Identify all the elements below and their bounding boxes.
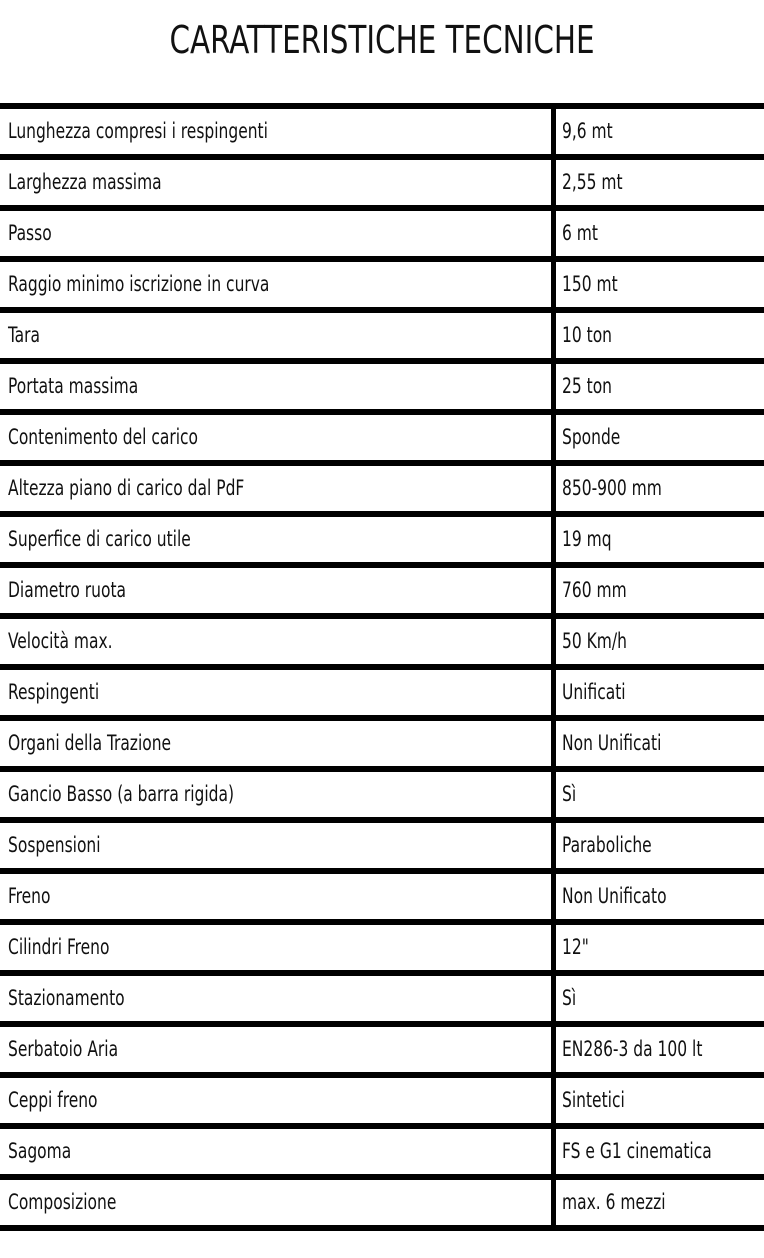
table-row bbox=[0, 412, 764, 463]
spec-label-cell bbox=[0, 157, 553, 208]
spec-label: Organi della Trazione bbox=[8, 731, 172, 755]
spec-label-cell bbox=[0, 463, 553, 514]
table-row bbox=[0, 1126, 764, 1177]
table-row bbox=[0, 1177, 764, 1228]
spec-label: Altezza piano di carico dal PdF bbox=[8, 476, 245, 500]
spec-value: Paraboliche bbox=[561, 833, 652, 857]
spec-label: Passo bbox=[8, 221, 52, 245]
spec-value-cell bbox=[553, 718, 764, 769]
spec-label: Serbatoio Aria bbox=[8, 1037, 119, 1061]
spec-label-cell bbox=[0, 922, 553, 973]
table-row bbox=[0, 208, 764, 259]
spec-value: Sì bbox=[561, 782, 576, 806]
specifications-table-body bbox=[0, 106, 764, 1228]
spec-label: Velocità max. bbox=[8, 629, 113, 653]
spec-value-cell bbox=[553, 1075, 764, 1126]
table-row bbox=[0, 820, 764, 871]
spec-label-cell bbox=[0, 1126, 553, 1177]
spec-value: Sintetici bbox=[561, 1088, 625, 1112]
table-row bbox=[0, 1024, 764, 1075]
spec-label-cell bbox=[0, 208, 553, 259]
spec-value: max. 6 mezzi bbox=[561, 1190, 666, 1214]
spec-value-cell bbox=[553, 463, 764, 514]
spec-label: Respingenti bbox=[8, 680, 100, 704]
spec-value: 10 ton bbox=[561, 323, 612, 347]
spec-value: 12" bbox=[561, 935, 589, 959]
spec-label: Stazionamento bbox=[8, 986, 125, 1010]
spec-label: Raggio minimo iscrizione in curva bbox=[8, 272, 270, 296]
table-row bbox=[0, 157, 764, 208]
table-row bbox=[0, 922, 764, 973]
table-row bbox=[0, 310, 764, 361]
specifications-table bbox=[0, 103, 764, 1231]
spec-label: Portata massima bbox=[8, 374, 139, 398]
page-title: CARATTERISTICHE TECNICHE bbox=[169, 18, 595, 62]
table-row bbox=[0, 769, 764, 820]
spec-label: Larghezza massima bbox=[8, 170, 162, 194]
spec-label-cell bbox=[0, 667, 553, 718]
table-row bbox=[0, 616, 764, 667]
spec-value-cell bbox=[553, 1177, 764, 1228]
table-row bbox=[0, 106, 764, 157]
spec-value-cell bbox=[553, 769, 764, 820]
spec-label-cell bbox=[0, 412, 553, 463]
table-row bbox=[0, 871, 764, 922]
spec-label-cell bbox=[0, 820, 553, 871]
spec-label-cell bbox=[0, 1177, 553, 1228]
table-row bbox=[0, 361, 764, 412]
spec-label: Gancio Basso (a barra rigida) bbox=[8, 782, 235, 806]
spec-value: 25 ton bbox=[561, 374, 612, 398]
spec-label: Ceppi freno bbox=[8, 1088, 98, 1112]
spec-value-cell bbox=[553, 514, 764, 565]
spec-label: Cilindri Freno bbox=[8, 935, 110, 959]
spec-label: Freno bbox=[8, 884, 51, 908]
spec-label-cell bbox=[0, 565, 553, 616]
spec-label: Sospensioni bbox=[8, 833, 101, 857]
spec-label-cell bbox=[0, 514, 553, 565]
spec-value: 760 mm bbox=[561, 578, 627, 602]
table-row bbox=[0, 259, 764, 310]
spec-value-cell bbox=[553, 259, 764, 310]
spec-label-cell bbox=[0, 769, 553, 820]
spec-value: 2,55 mt bbox=[561, 170, 623, 194]
spec-value: 50 Km/h bbox=[561, 629, 627, 653]
spec-label: Tara bbox=[8, 323, 40, 347]
spec-label-cell bbox=[0, 1024, 553, 1075]
table-row bbox=[0, 718, 764, 769]
spec-label-cell bbox=[0, 1075, 553, 1126]
spec-label: Contenimento del carico bbox=[8, 425, 199, 449]
spec-value: 150 mt bbox=[561, 272, 618, 296]
spec-value: EN286-3 da 100 lt bbox=[561, 1037, 702, 1061]
spec-label: Superfice di carico utile bbox=[8, 527, 191, 551]
spec-value: Unificati bbox=[561, 680, 626, 704]
spec-value: FS e G1 cinematica bbox=[561, 1139, 712, 1163]
spec-value-cell bbox=[553, 208, 764, 259]
spec-value: Sì bbox=[561, 986, 576, 1010]
spec-value: 19 mq bbox=[561, 527, 612, 551]
table-row bbox=[0, 565, 764, 616]
spec-value-cell bbox=[553, 1024, 764, 1075]
spec-value-cell bbox=[553, 1126, 764, 1177]
spec-value-cell bbox=[553, 973, 764, 1024]
spec-value-cell bbox=[553, 667, 764, 718]
spec-label: Lunghezza compresi i respingenti bbox=[8, 119, 268, 143]
spec-value: 9,6 mt bbox=[561, 119, 613, 143]
table-row bbox=[0, 667, 764, 718]
spec-label-cell bbox=[0, 973, 553, 1024]
spec-value: Non Unificato bbox=[561, 884, 667, 908]
table-row bbox=[0, 514, 764, 565]
spec-value-cell bbox=[553, 922, 764, 973]
spec-value-cell bbox=[553, 361, 764, 412]
table-row bbox=[0, 973, 764, 1024]
spec-label-cell bbox=[0, 616, 553, 667]
spec-label-cell bbox=[0, 361, 553, 412]
spec-value: 850-900 mm bbox=[561, 476, 662, 500]
table-row bbox=[0, 463, 764, 514]
spec-label-cell bbox=[0, 106, 553, 157]
spec-value: Sponde bbox=[561, 425, 620, 449]
spec-value-cell bbox=[553, 871, 764, 922]
spec-label-cell bbox=[0, 718, 553, 769]
spec-label: Composizione bbox=[8, 1190, 117, 1214]
spec-value-cell bbox=[553, 412, 764, 463]
spec-value-cell bbox=[553, 157, 764, 208]
spec-label-cell bbox=[0, 871, 553, 922]
spec-value-cell bbox=[553, 310, 764, 361]
spec-label-cell bbox=[0, 310, 553, 361]
spec-label: Diametro ruota bbox=[8, 578, 127, 602]
spec-value-cell bbox=[553, 106, 764, 157]
spec-value-cell bbox=[553, 820, 764, 871]
table-row bbox=[0, 1075, 764, 1126]
spec-value-cell bbox=[553, 616, 764, 667]
spec-value: 6 mt bbox=[561, 221, 598, 245]
spec-label: Sagoma bbox=[8, 1139, 72, 1163]
spec-value: Non Unificati bbox=[561, 731, 661, 755]
spec-label-cell bbox=[0, 259, 553, 310]
spec-value-cell bbox=[553, 565, 764, 616]
